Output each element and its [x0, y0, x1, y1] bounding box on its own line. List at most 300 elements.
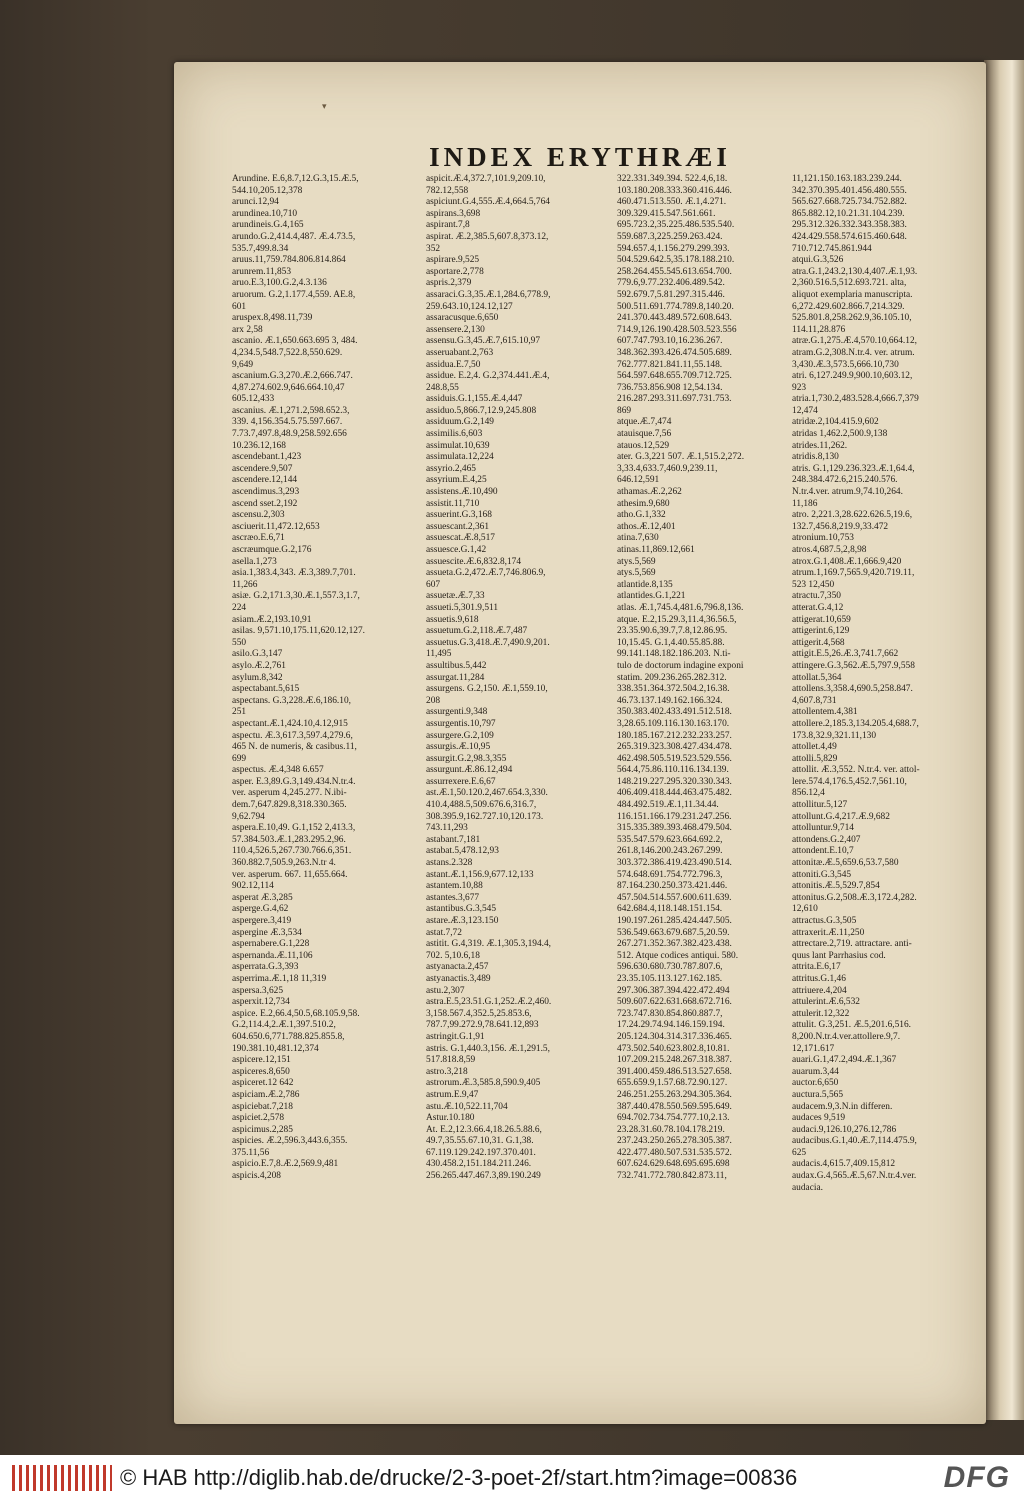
hab-logo-icon	[12, 1465, 112, 1491]
index-entry: atys.5,569	[617, 556, 656, 567]
index-entry: ascendimus.3,293	[232, 487, 300, 498]
index-entry: G.2,114.4,2.Æ.1,397.510.2,	[232, 1020, 336, 1031]
index-entry: 655.659.9,1.57.68.72.90.127.	[617, 1078, 728, 1089]
index-entry: assyrio.2,465	[426, 463, 476, 474]
index-entry: atauisque.7,56	[617, 429, 672, 440]
ornament: ▾	[322, 102, 327, 112]
index-entry: attriuere.4,204	[792, 985, 847, 996]
index-entry: 2,360.516.5,512.693.721. alta,	[792, 278, 907, 289]
index-entry: aruo.E.3,100.G.2,4.3.136	[232, 278, 327, 289]
index-entry: atrox.G.1,408.Æ.1,666.9,420	[792, 556, 902, 567]
index-entry: atram.G.2,308.N.tr.4. ver. atrum.	[792, 347, 915, 358]
index-entry: assimulata.12,224	[426, 452, 494, 463]
index-entry: astans.2.328	[426, 858, 473, 869]
index-entry: 465 N. de numeris, & casibus.11,	[232, 742, 357, 753]
index-entry: aspris.2,379	[426, 278, 472, 289]
index-entry: 574.648.691.754.772.796.3,	[617, 869, 723, 880]
index-entry: astu.Æ.10,522.11,704	[426, 1101, 508, 1112]
index-entry: arundineis.G.4,165	[232, 220, 304, 231]
index-entry: 594.657.4,1.156.279.299.393.	[617, 243, 730, 254]
index-entry: assurgit.G.2,98.3,355	[426, 753, 507, 764]
index-entry: astyanactis.3,489	[426, 973, 491, 984]
index-column-2	[426, 174, 606, 1183]
index-entry: auarum.3,44	[792, 1066, 839, 1077]
index-entry: assensu.G.3,45.Æ.7,615.10,97	[426, 336, 541, 347]
index-entry: ascendere.12,144	[232, 475, 298, 486]
index-entry: 114.11,28.876	[792, 324, 846, 335]
index-entry: 265.319.323.308.427.434.478.	[617, 742, 732, 753]
index-entry: 173.8,32.9,321.11,130	[792, 730, 877, 741]
book-page	[174, 62, 986, 1424]
index-entry: audacis.4,615.7,409.15,812	[792, 1159, 896, 1170]
index-entry: asylo.Æ.2,761	[232, 660, 286, 671]
index-entry: aspectant.Æ.1,424.10,4.12,915	[232, 718, 348, 729]
index-entry: asiam.Æ.2,193.10,91	[232, 614, 312, 625]
index-entry: ast.Æ.1,50.120.2,467.654.3,330.	[426, 788, 548, 799]
index-entry: astantem.10,88	[426, 881, 483, 892]
index-entry: assurgis.Æ.10,95	[426, 742, 491, 753]
index-entry: asciuerit.11,472.12,653	[232, 521, 320, 532]
index-entry: assistens.Æ.10,490	[426, 487, 498, 498]
index-entry: 460.471.513.550. Æ.1,4.271.	[617, 197, 727, 208]
index-entry: 46.73.137.149.162.166.324.	[617, 695, 723, 706]
index-entry: atho.G.1,332	[617, 510, 666, 521]
index-entry: atronium.10,753	[792, 533, 854, 544]
index-entry: 315.335.389.393.468.479.504.	[617, 823, 732, 834]
index-entry: astris. G.1,440.3,156. Æ.1,291.5,	[426, 1043, 550, 1054]
index-entry: 856.12,4	[792, 788, 825, 799]
index-entry: 923	[792, 382, 807, 393]
index-entry: 237.243.250.265.278.305.387.	[617, 1136, 732, 1147]
index-entry: aspernanda.Æ.11,106	[232, 950, 313, 961]
index-entry: atina.7,630	[617, 533, 659, 544]
index-entry: ascanium.G.3,270.Æ.2,666.747.	[232, 371, 353, 382]
index-entry: 525.801.8,258.262.9,36.105.10,	[792, 313, 912, 324]
index-entry: 49.7,35.55.67.10,31. G.1,38.	[426, 1136, 534, 1147]
index-entry: auctor.6,650	[792, 1078, 839, 1089]
index-entry: assurgentis.10,797	[426, 718, 496, 729]
index-entry: 208	[426, 695, 441, 706]
index-entry: aspiciam.Æ.2,786	[232, 1089, 300, 1100]
index-entry: aspergere.3,419	[232, 916, 292, 926]
index-entry: assurrexere.E.6,67	[426, 776, 496, 787]
index-entry: assaracusque.6,650	[426, 313, 499, 324]
index-entry: astyanacta.2,457	[426, 962, 489, 973]
index-entry: 3,33.4,633.7,460.9,239.11,	[617, 463, 718, 474]
index-entry: asperat Æ.3,285	[232, 892, 293, 903]
index-entry: asylum.8,342	[232, 672, 283, 683]
index-entry: assyrium.E.4,25	[426, 475, 487, 486]
index-entry: 3,158.567.4,352.5,25.853.6,	[426, 1008, 532, 1019]
index-entry: Astur.10.180	[426, 1113, 475, 1124]
index-entry: 601	[232, 301, 247, 312]
index-entry: aliquot exemplaria manuscripta.	[792, 289, 913, 300]
index-entry: atræ.G.1,275.Æ.4,570.10,664.12,	[792, 336, 917, 347]
index-entry: 723.747.830.854.860.887.7,	[617, 1008, 723, 1019]
index-entry: aspergine Æ.3,534	[232, 927, 302, 938]
index-entry: aspera.E.10,49. G.1,152 2,413.3,	[232, 823, 356, 834]
index-entry: attoniti.G.3,545	[792, 869, 852, 880]
index-entry: 12,474	[792, 405, 818, 416]
index-entry: 107.209.215.248.267.318.387.	[617, 1055, 732, 1066]
index-entry: aspicio.E.7,8.Æ.2,569.9,481	[232, 1159, 339, 1170]
index-entry: attollitur.5,127	[792, 800, 848, 811]
index-entry: statim. 209.236.265.282.312.	[617, 672, 727, 683]
index-entry: attolli.5,829	[792, 753, 838, 764]
index-entry: assiduis.G.1,155.Æ.4,447	[426, 394, 523, 405]
index-entry: audacem.9,3.N.in differen.	[792, 1101, 893, 1112]
index-entry: 787.7,99.272.9,78.641.12,893	[426, 1020, 539, 1031]
index-entry: attonitus.G.2,508.Æ.3,172.4,282.	[792, 892, 917, 903]
index-entry: 596.630.680.730.787.807.6,	[617, 962, 723, 973]
index-entry: assiduum.G.2,149	[426, 417, 494, 428]
index-entry: 99.141.148.182.186.203. N.ti-	[617, 649, 731, 660]
index-entry: aspirans.3,698	[426, 208, 481, 219]
index-entry: 702. 5,10.6,18	[426, 950, 480, 961]
index-entry: aspicimus.2,285	[232, 1124, 293, 1135]
index-entry: 607.624.629.648.695.695.698	[617, 1159, 730, 1170]
index-entry: assimilis.6,603	[426, 429, 483, 440]
index-entry: 23.28.31.60.78.104.178.219.	[617, 1124, 725, 1135]
index-entry: 736.753.856.908 12,54.134.	[617, 382, 723, 393]
index-entry: 500.511.691.774.789.8,140.20.	[617, 301, 734, 312]
index-entry: attigerit.4,568	[792, 637, 845, 648]
index-entry: assuetus.G.3,418.Æ.7,490.9,201.	[426, 637, 550, 648]
index-entry: atris. G.1,129.236.323.Æ.1,64.4,	[792, 463, 915, 474]
index-entry: astro.3,218	[426, 1066, 468, 1077]
index-entry: asia.1,383.4,343. Æ.3,389.7,701.	[232, 568, 356, 579]
index-entry: asper. E.3,89.G.3,149.434.N.tr.4.	[232, 776, 356, 787]
index-entry: arundinea.10,710	[232, 208, 298, 219]
index-entry: attractus.G.3,505	[792, 916, 857, 926]
index-entry: 695.723.2,35.225.486.535.540.	[617, 220, 735, 231]
index-entry: 509.607.622.631.668.672.716.	[617, 997, 732, 1008]
index-entry: assuetæ.Æ.7,33	[426, 591, 485, 602]
index-entry: attonitis.Æ.5,529.7,854	[792, 881, 880, 892]
index-entry: 699	[232, 753, 247, 764]
index-entry: 8,200.N.tr.4.ver.attollere.9,7.	[792, 1031, 901, 1042]
index-entry: tulo de doctorum indagine exponi	[617, 660, 744, 671]
index-entry: astu.2,307	[426, 985, 465, 996]
index-entry: 308.395.9,162.727.10,120.173.	[426, 811, 544, 822]
index-entry: assurgunt.Æ.86.12,494	[426, 765, 513, 776]
index-entry: attollentem.4,381	[792, 707, 858, 718]
index-entry: 360.882.7,505.9,263.N.tr 4.	[232, 858, 336, 869]
index-entry: asilas. 9,571.10,175.11,620.12,127.	[232, 626, 365, 637]
index-entry: attigerint.6,129	[792, 626, 850, 637]
index-entry: astat.7,72	[426, 927, 462, 938]
index-entry: audaci.9,126.10,276.12,786	[792, 1124, 897, 1135]
index-entry: aruorum. G.2,1.177.4,559. AE.8,	[232, 289, 356, 300]
index-entry: 424.429.558.574.615.460.648.	[792, 231, 907, 242]
index-entry: 4,234.5,548.7,522.8,550.629.	[232, 347, 343, 358]
index-entry: 180.185.167.212.232.233.257.	[617, 730, 732, 741]
index-entry: assuescite.Æ.6,832.8,174	[426, 556, 522, 567]
index-entry: athamas.Æ.2,262	[617, 487, 682, 498]
index-entry: auari.G.1,47.2,494.Æ.1,367	[792, 1055, 897, 1066]
index-entry: 205.124.304.314.317.336.465.	[617, 1031, 732, 1042]
index-entry: assuesce.G.1,42	[426, 545, 487, 555]
index-entry: assidue. E.2,4. G.2,374.441.Æ.4,	[426, 371, 550, 382]
index-entry: 342.370.395.401.456.480.555.	[792, 185, 907, 196]
index-entry: attigit.E.5,26.Æ.3,741.7,662	[792, 649, 899, 660]
index-entry: 607	[426, 579, 441, 590]
index-entry: aspersa.3,625	[232, 985, 284, 996]
index-entry: audacia.	[792, 1182, 823, 1193]
index-entry: aruspex.8,498.11,739	[232, 313, 313, 324]
index-entry: 869	[617, 405, 632, 416]
index-entry: attolluntur.9,714	[792, 823, 854, 834]
index-entry: athos.Æ.12,401	[617, 521, 676, 532]
index-entry: 9,649	[232, 359, 254, 370]
index-entry: astant.Æ.1,156.9,677.12,133	[426, 869, 534, 880]
index-entry: athesim.9,680	[617, 498, 670, 509]
index-entry: lere.574.4,176.5,452.7,561.10,	[792, 776, 907, 787]
index-entry: 375.11,56	[232, 1147, 270, 1158]
index-entry: aspirat. Æ.2,385.5,607.8,373.12,	[426, 231, 549, 242]
index-entry: 258.264.455.545.613.654.700.	[617, 266, 732, 277]
index-entry: ascendere.9,507	[232, 463, 293, 474]
index-entry: 391.400.459.486.513.527.658.	[617, 1066, 732, 1077]
index-column-4	[792, 174, 972, 1194]
index-entry: 694.702.734.754.777.10,2.13.	[617, 1113, 730, 1124]
index-entry: 190.197.261.285.424.447.505.	[617, 916, 732, 926]
index-entry: 410.4,488.5,509.676.6,316.7,	[426, 800, 537, 811]
index-entry: 512. Atque codices antiqui. 580.	[617, 950, 739, 961]
index-entry: 132.7,456.8,219.9,33.472	[792, 521, 889, 532]
index-entry: 642.684.4,118.148.151.154.	[617, 904, 723, 915]
index-entry: atlantides.G.1,221	[617, 591, 686, 602]
index-entry: 11,121.150.163.183.239.244.	[792, 174, 902, 184]
page-title: INDEX ERYTHRÆI	[429, 142, 731, 172]
index-entry: quus lant Parrhasius cod.	[792, 950, 886, 961]
index-entry: 902.12,114	[232, 881, 274, 892]
index-entry: arunrem.11,853	[232, 266, 292, 277]
index-entry: atractu.7,350	[792, 591, 841, 602]
index-entry: 536.549.663.679.687.5,20.59.	[617, 927, 730, 938]
index-entry: 116.151.166.179.231.247.256.	[617, 811, 732, 822]
index-entry: 625	[792, 1147, 807, 1158]
index-entry: atauos.12,529	[617, 440, 670, 451]
index-entry: 484.492.519.Æ.1,11.34.44.	[617, 800, 719, 811]
index-entry: 103.180.208.333.360.416.446.	[617, 185, 732, 196]
index-entry: attingere.G.3,562.Æ.5,797.9,558	[792, 660, 915, 671]
index-entry: audax.G.4,565.Æ.5,67.N.tr.4.ver.	[792, 1171, 917, 1182]
index-entry: 216.287.293.311.697.731.753.	[617, 394, 732, 405]
index-entry: 248.384.472.6,215.240.576.	[792, 475, 898, 486]
index-entry: aspirare.9,525	[426, 255, 480, 266]
index-entry: 57.384.503.Æ.1,283.295.2,96.	[232, 834, 346, 845]
index-entry: assidua.E.7,50	[426, 359, 481, 370]
index-entry: 592.679.7,5.81.297.315.446.	[617, 289, 725, 300]
index-entry: 782.12,558	[426, 185, 469, 196]
index-entry: attigerat.10,659	[792, 614, 851, 625]
index-entry: aspicis.4,208	[232, 1171, 281, 1182]
index-entry: assurgat.11,284	[426, 672, 485, 683]
index-entry: atro. 2,221.3,28.622.626.5,19.6,	[792, 510, 913, 521]
index-entry: atria.1,730.2,483.528.4,666.7,379	[792, 394, 919, 405]
index-entry: 565.627.668.725.734.752.882.	[792, 197, 907, 208]
index-entry: astantibus.G.3,545	[426, 904, 497, 915]
index-entry: 348.362.393.426.474.505.689.	[617, 347, 732, 358]
index-entry: atrides.11,262.	[792, 440, 848, 451]
index-entry: aspirant.7,8	[426, 220, 470, 231]
index-entry: 338.351.364.372.504.2,16.38.	[617, 684, 730, 695]
index-entry: atque. E.2,15.29.3,11.4,36.56.5,	[617, 614, 737, 625]
index-entry: attollunt.G.4,217.Æ.9,682	[792, 811, 890, 822]
index-entry: aspiciunt.G.4,555.Æ.4,664.5,764	[426, 197, 550, 208]
index-entry: attollat.5,364	[792, 672, 842, 683]
index-entry: 710.712.745.861.944	[792, 243, 872, 254]
index-entry: atlantide.8,135	[617, 579, 673, 590]
index-entry: aspiceres.8,650	[232, 1066, 290, 1077]
index-entry: assaraci.G.3,35.Æ.1,284.6,778.9,	[426, 289, 551, 300]
index-entry: aspice. E.2,66.4,50.5,68.105.9,58.	[232, 1008, 360, 1019]
index-entry: aspectu. Æ.3,617.3,597.4,279.6,	[232, 730, 353, 741]
index-entry: 387.440.478.550.569.595.649.	[617, 1101, 732, 1112]
index-entry: assistit.11,710	[426, 498, 480, 509]
index-entry: 646.12,591	[617, 475, 660, 486]
index-entry: auctura.5,565	[792, 1089, 844, 1100]
index-entry: atinas.11,869.12,661	[617, 545, 695, 555]
index-entry: assurgens. G.2,150. Æ.1,559.10,	[426, 684, 548, 695]
index-entry: 535.7,499.8.34	[232, 243, 289, 254]
index-entry: arx 2,58	[232, 324, 263, 335]
index-entry: 779.6,9.77.232.406.489.542.	[617, 278, 725, 289]
index-entry: atri. 6,127.249.9,900.10,603.12,	[792, 371, 913, 382]
index-entry: aspicere.12,151	[232, 1055, 291, 1066]
index-entry: 535.547.579.623.664.692.2,	[617, 834, 723, 845]
index-entry: 295.312.326.332.343.358.383.	[792, 220, 907, 231]
index-entry: assuerint.G.3,168	[426, 510, 492, 521]
index-entry: ascendebant.1,423	[232, 452, 302, 463]
index-entry: ascanio. Æ.1,650.663.695 3, 484.	[232, 336, 358, 347]
index-entry: astantes.3,677	[426, 892, 480, 903]
index-entry: 517.818.8,59	[426, 1055, 476, 1066]
index-entry: 10,15.45. G.1,4.40.55.85.88.	[617, 637, 725, 648]
index-entry: audaces 9,519	[792, 1113, 846, 1124]
index-entry: astabat.5,478.12,93	[426, 846, 499, 857]
index-entry: 743.11,293	[426, 823, 468, 834]
index-entry: 430.458.2,151.184.211.246.	[426, 1159, 532, 1170]
index-entry: asseruabant.2,763	[426, 347, 494, 358]
index-entry: 422.477.480.507.531.535.572.	[617, 1147, 732, 1158]
index-entry: astitit. G.4,319. Æ.1,305.3,194.4,	[426, 939, 552, 950]
index-entry: 607.747.793.10,16.236.267.	[617, 336, 723, 347]
index-entry: asperrata.G.3,393	[232, 962, 299, 973]
index-entry: attulit. G.3,251. Æ.5,201.6,516.	[792, 1020, 912, 1031]
index-entry: 504.529.642.5,35.178.188.210.	[617, 255, 735, 266]
index-entry: 559.687.3,225.259.263.424.	[617, 231, 723, 242]
index-entry: 339. 4,156.354.5.75.597.667.	[232, 417, 343, 428]
index-entry: astrum.E.9,47	[426, 1089, 479, 1100]
index-entry: 17.24.29.74.94.146.159.194.	[617, 1020, 725, 1031]
index-entry: 190.381.10,481.12,374	[232, 1043, 319, 1054]
index-entry: 473.502.540.623.802.8,10.81.	[617, 1043, 730, 1054]
index-entry: 604.650.6,771.788.825.855.8,	[232, 1031, 345, 1042]
index-entry: astare.Æ.3,123.150	[426, 916, 499, 926]
index-entry: 267.271.352.367.382.423.438.	[617, 939, 732, 950]
index-entry: arundo.G.2,414.4,487. Æ.4.73.5,	[232, 231, 356, 242]
index-entry: 12,171.617	[792, 1043, 835, 1054]
index-entry: 523 12,450	[792, 579, 835, 590]
index-entry: 564.4,75.86.110.116.134.139.	[617, 765, 729, 776]
index-entry: attritus.G.1,46	[792, 973, 846, 984]
index-entry: 3,430.Æ.3,573.5,666.10,730	[792, 359, 899, 370]
index-entry: attrita.E.6,17	[792, 962, 841, 973]
index-entry: Arundine. E.6,8.7,12.G.3,15.Æ.5,	[232, 174, 359, 184]
index-entry: aspectus. Æ.4,348 6.657	[232, 765, 324, 776]
index-entry: atridas 1,462.2,500.9,138	[792, 429, 888, 440]
index-entry: ascanius. Æ.1,271.2,598.652.3,	[232, 405, 350, 416]
index-entry: ver. asperum. 667. 11,655.664.	[232, 869, 348, 880]
index-entry: 564.597.648.655.709.712.725.	[617, 371, 732, 382]
index-entry: attrectare.2,719. attractare. anti-	[792, 939, 912, 950]
index-entry: 297.306.387.394.422.472.494	[617, 985, 730, 996]
index-entry: 4,607.8,731	[792, 695, 837, 706]
index-entry: 865.882.12,10.21.31.104.239.	[792, 208, 905, 219]
index-entry: 550	[232, 637, 247, 648]
index-entry: audacibus.G.1,40.Æ.7,114.475.9,	[792, 1136, 917, 1147]
index-entry: 11,266	[232, 579, 258, 590]
book-spine	[984, 60, 1024, 1420]
index-entry: At. E.2,12.3.66.4,18.26.5.88.6,	[426, 1124, 542, 1135]
index-entry: 87.164.230.250.373.421.446.	[617, 881, 728, 892]
index-entry: asperge.G.4,62	[232, 904, 289, 915]
footer-credit-link[interactable]: © HAB http://diglib.hab.de/drucke/2-3-poet-2f/start.htm?image=00836	[120, 1465, 798, 1490]
index-entry: 322.331.349.394. 522.4,6,18.	[617, 174, 728, 184]
index-entry: atys.5,569	[617, 568, 656, 579]
index-entry: 605.12,433	[232, 394, 275, 405]
index-entry: 406.409.418.444.463.475.482.	[617, 788, 732, 799]
index-entry: 350.383.402.433.491.512.518.	[617, 707, 732, 718]
index-entry: 67.119.129.242.197.370.401.	[426, 1147, 536, 1158]
index-column-1	[232, 174, 412, 1183]
index-entry: assuetis.9,618	[426, 614, 479, 625]
index-entry: 309.329.415.547.561.661.	[617, 208, 716, 219]
index-entry: 23.35.90.6,39.7,7.8,12.86.95.	[617, 626, 728, 637]
index-entry: 259.643.10,124.12,127	[426, 301, 513, 312]
index-entry: astrorum.Æ.3,585.8,590.9,405	[426, 1078, 541, 1089]
index-entry: 248.8,55	[426, 382, 459, 393]
index-entry: assurgere.G.2,109	[426, 730, 494, 741]
index-entry: atra.G.1,243.2,130.4,407.Æ.1,93.	[792, 266, 918, 277]
index-entry: assurgenti.9,348	[426, 707, 488, 718]
index-entry: 148.219.227.295.320.330.343.	[617, 776, 732, 787]
index-entry: astabant.7,181	[426, 834, 481, 845]
index-entry: assuetum.G.2,118.Æ.7,487	[426, 626, 528, 637]
index-entry: aspiciet.2,578	[232, 1113, 285, 1124]
index-entry: attraxerit.Æ.11,250	[792, 927, 865, 938]
index-entry: 251	[232, 707, 247, 718]
index-entry: 224	[232, 602, 247, 613]
index-entry: assueta.G.2,472.Æ.7,746.806.9,	[426, 568, 546, 579]
index-entry: 3,28.65.109.116.130.163.170.	[617, 718, 730, 729]
index-entry: dem.7,647.829.8,318.330.365.	[232, 800, 347, 811]
index-entry: ascræumque.G.2,176	[232, 545, 312, 555]
index-entry: aspiceret.12 642	[232, 1078, 294, 1089]
index-entry: atrum.1,169.7,565.9,420.719.11,	[792, 568, 915, 579]
index-entry: attollere.2,185.3,134.205.4,688.7,	[792, 718, 919, 729]
index-entry: aspernabere.G.1,228	[232, 939, 310, 950]
index-entry: 11,495	[426, 649, 452, 660]
index-entry: 12,610	[792, 904, 818, 915]
index-entry: 732.741.772.780.842.873.11,	[617, 1171, 727, 1182]
index-entry: assensere.2,130	[426, 324, 485, 335]
index-entry: 246.251.255.263.294.305.364.	[617, 1089, 732, 1100]
index-entry: 462.498.505.519.523.529.556.	[617, 753, 732, 764]
index-entry: 23.35.105.113.127.162.185.	[617, 973, 723, 984]
